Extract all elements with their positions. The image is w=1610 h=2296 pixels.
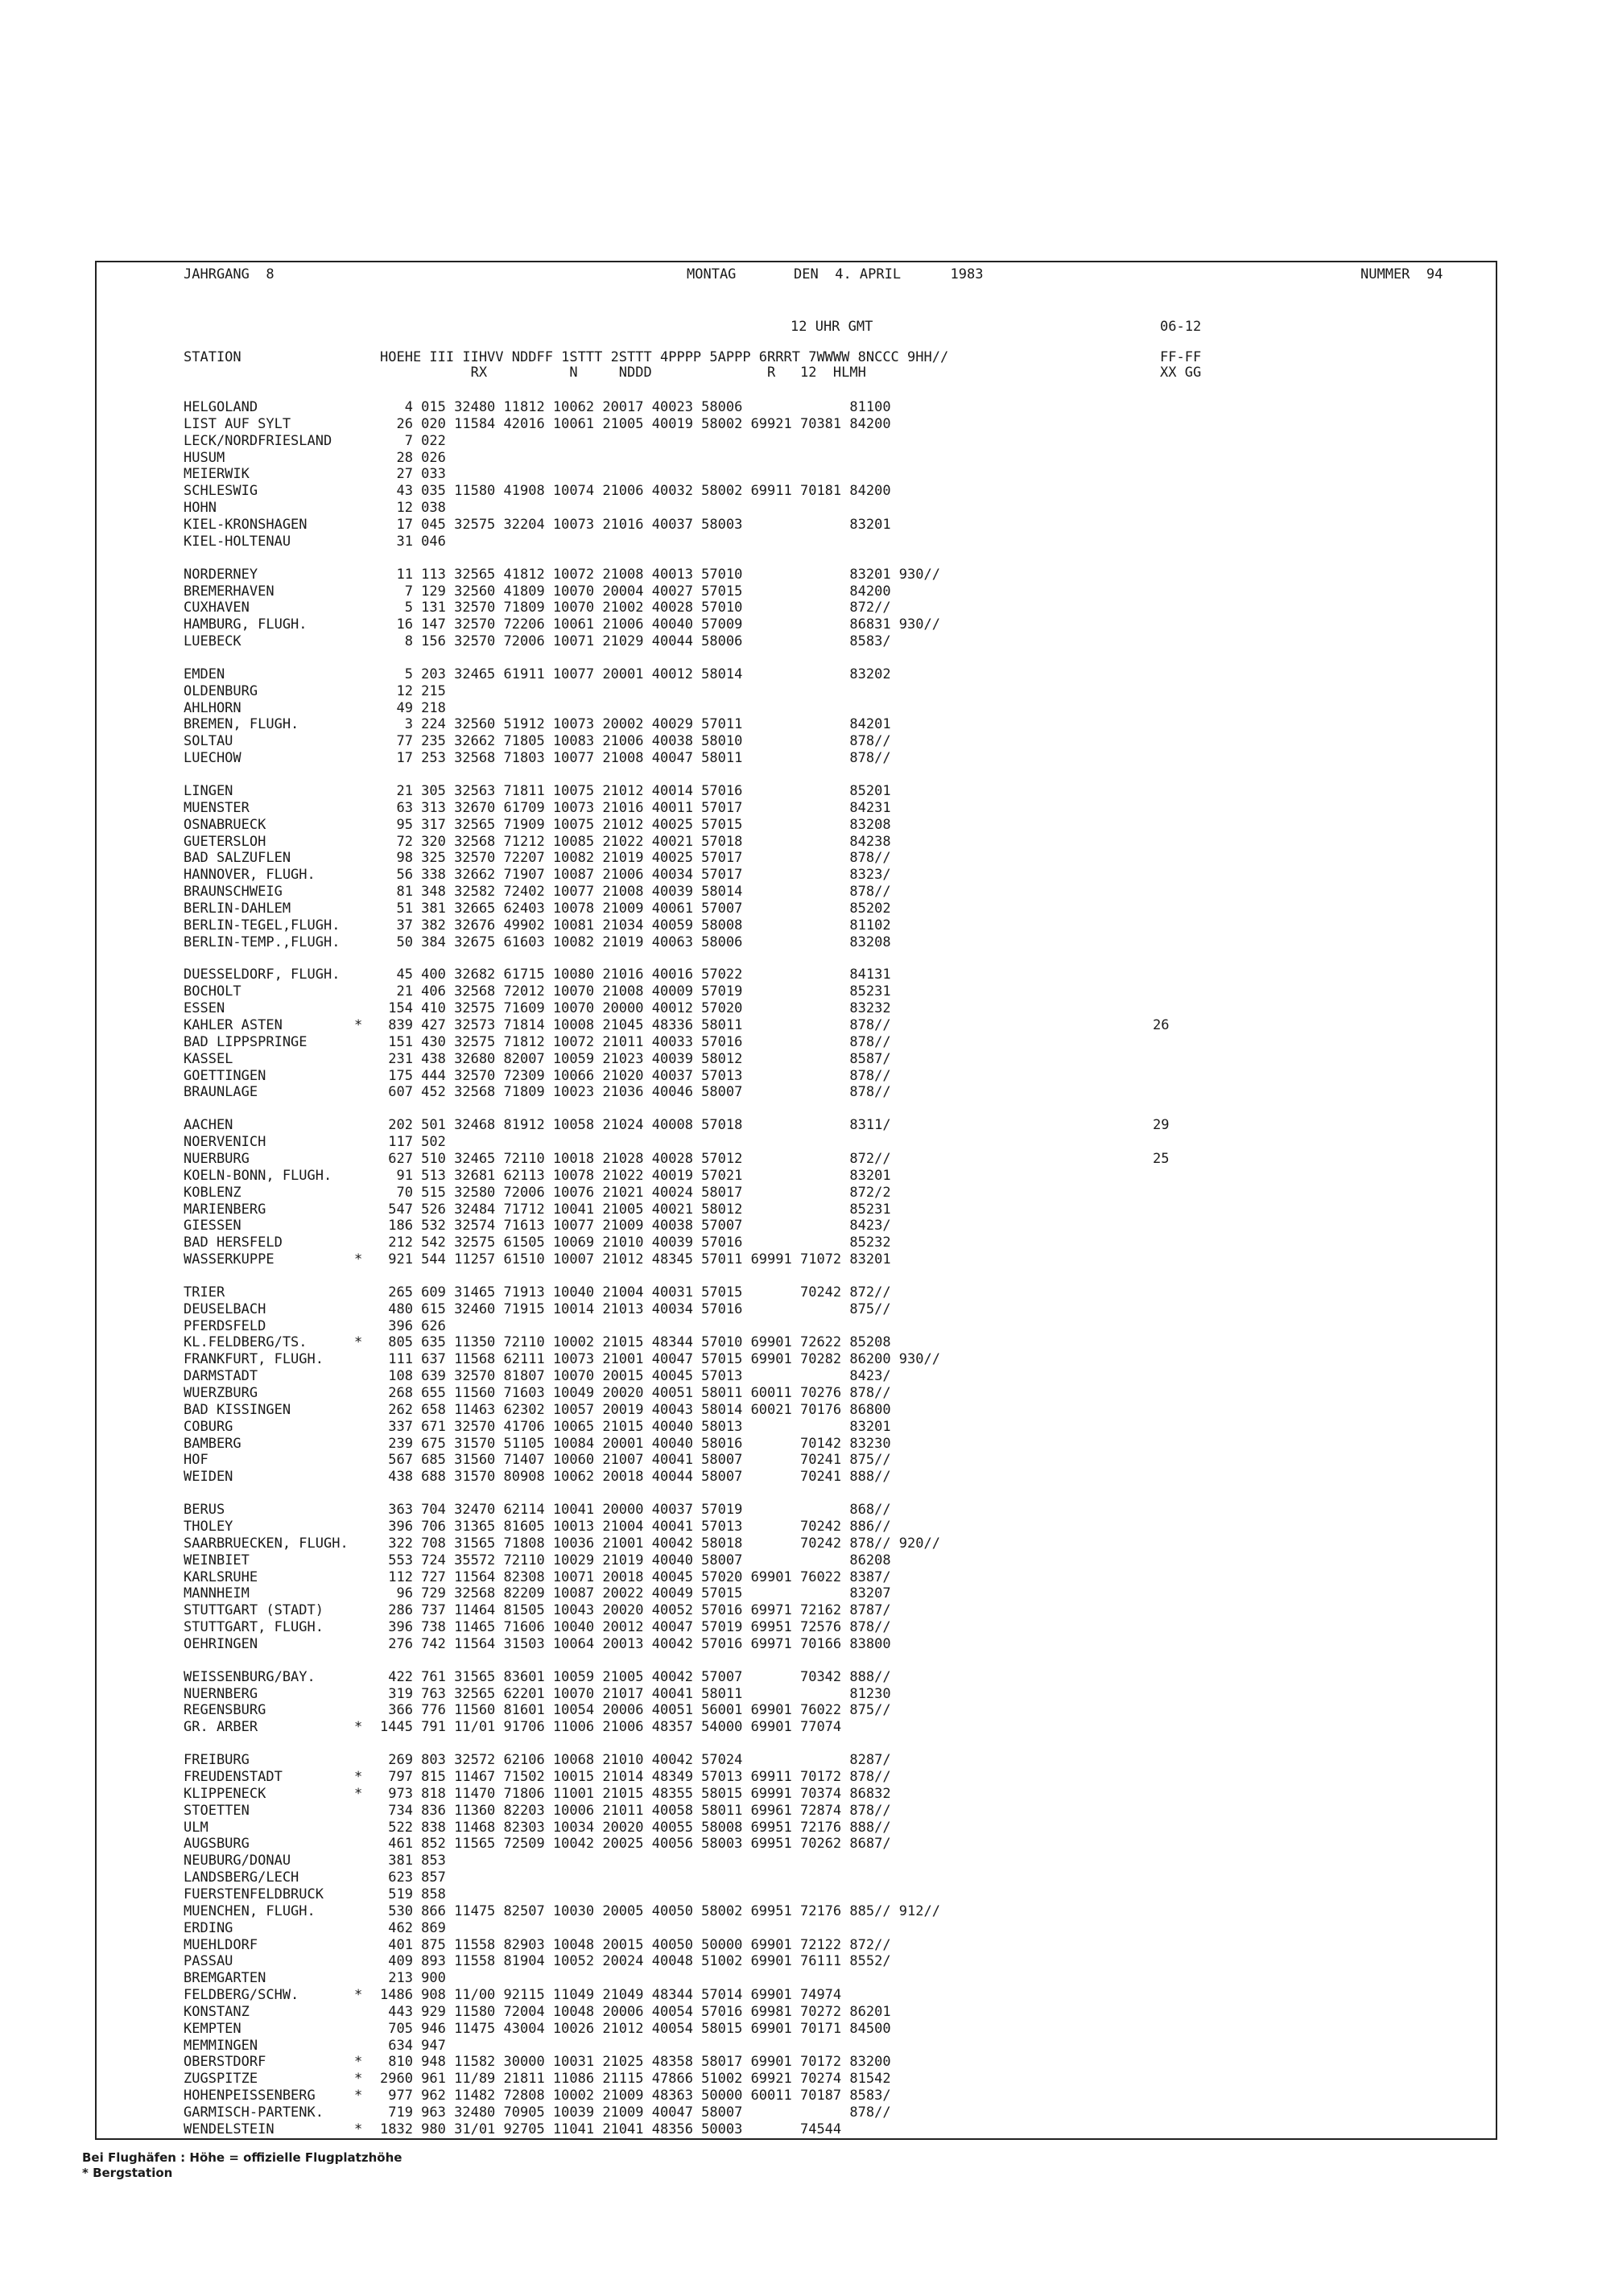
station-name: ULM: [184, 1820, 208, 1836]
synop-code-values: 366 776 11560 81601 10054 20006 40051 56001 69901 76022 875//: [380, 1702, 891, 1718]
station-name: CUXHAVEN: [184, 600, 250, 616]
station-name: HOHENPEISSENBERG: [184, 2088, 316, 2104]
synop-code-values: 3 224 32560 51912 10073 20002 40029 57011 84201: [380, 716, 891, 732]
synop-code-values: 286 737 11464 81505 10043 20020 40052 57016 69971 72162 8787/: [380, 1602, 891, 1618]
synop-code-values: 438 688 31570 80908 10062 20018 40044 58007 70241 888//: [380, 1469, 891, 1485]
footnote-mountain-station: * Bergstation: [82, 2166, 173, 2180]
jahrgang: JAHRGANG 8: [184, 266, 275, 282]
synop-code-values: 202 501 32468 81912 10058 21024 40008 57018 8311/: [380, 1117, 891, 1133]
station-name: KOBLENZ: [184, 1185, 242, 1201]
synop-code-values: 337 671 32570 41706 10065 21015 40040 58013 83201: [380, 1419, 891, 1435]
station-name: KASSEL: [184, 1051, 233, 1067]
synop-code-values: 461 852 11565 72509 10042 20025 40056 58003 69951 70262 8687/: [380, 1836, 891, 1852]
station-name: BERUS: [184, 1502, 225, 1518]
synop-code-values: 5 131 32570 71809 10070 21002 40028 57010 872//: [380, 600, 891, 616]
station-name: LUEBECK: [184, 633, 242, 649]
station-name: COBURG: [184, 1419, 233, 1435]
station-name: MUENCHEN, FLUGH.: [184, 1903, 316, 1919]
station-name: PASSAU: [184, 1953, 233, 1969]
station-name: STUTTGART, FLUGH.: [184, 1619, 324, 1635]
synop-code-values: 522 838 11468 82303 10034 20020 40055 58008 69951 72176 888//: [380, 1820, 891, 1836]
station-name: MUENSTER: [184, 800, 250, 816]
station-name: BAD HERSFELD: [184, 1235, 283, 1251]
synop-code-values: 547 526 32484 71712 10041 21005 40021 58012 85231: [380, 1202, 891, 1218]
ff-column-header: FF-FF: [1160, 349, 1202, 365]
synop-code-values: 27 033: [380, 466, 446, 482]
synop-code-values: 28 026: [380, 450, 446, 466]
synop-code-values: 396 626: [380, 1318, 446, 1334]
station-name: WEINBIET: [184, 1552, 250, 1568]
station-name: HOHN: [184, 500, 217, 516]
station-name: DUESSELDORF, FLUGH.: [184, 967, 341, 983]
station-name: SOLTAU: [184, 733, 233, 749]
station-name: ZUGSPITZE: [184, 2071, 258, 2087]
station-name: WEIDEN: [184, 1469, 233, 1485]
station-name: OBERSTDORF: [184, 2054, 266, 2070]
synop-code-values: 17 253 32568 71803 10077 21008 40047 58011 878//: [380, 750, 891, 766]
station-name: AUGSBURG: [184, 1836, 250, 1852]
synop-code-values: 553 724 35572 72110 10029 21019 40040 58007 86208: [380, 1552, 891, 1568]
station-name: FREIBURG: [184, 1752, 250, 1768]
synop-code-values: 401 875 11558 82903 10048 20015 40050 50000 69901 72122 872//: [380, 1937, 891, 1953]
synop-code-values: 31 046: [380, 534, 446, 550]
station-name: KONSTANZ: [184, 2004, 250, 2020]
synop-code-values: 319 763 32565 62201 10070 21017 40041 58011 81230: [380, 1686, 891, 1702]
station-name: KIEL-HOLTENAU: [184, 534, 291, 550]
synop-code-values: 77 235 32662 71805 10083 21006 40038 58010 878//: [380, 733, 891, 749]
station-name: MANNHEIM: [184, 1585, 250, 1601]
synop-code-values: 186 532 32574 71613 10077 21009 40038 57007 8423/: [380, 1218, 891, 1234]
mountain-station-mark: *: [354, 1786, 363, 1802]
station-name: BREMEN, FLUGH.: [184, 716, 299, 732]
synop-code-values: 81 348 32582 72402 10077 21008 40039 58014 878//: [380, 884, 891, 900]
synop-code-values: 607 452 32568 71809 10023 21036 40046 58007 878//: [380, 1084, 891, 1100]
synop-code-values: 21 406 32568 72012 10070 21008 40009 57019 85231: [380, 983, 891, 1000]
synop-code-values: 810 948 11582 30000 10031 21025 48358 58017 69901 70172 83200: [380, 2054, 891, 2070]
synop-code-values: 480 615 32460 71915 10014 21013 40034 57016 875//: [380, 1301, 891, 1317]
station-name: GOETTINGEN: [184, 1068, 266, 1084]
station-name: MARIENBERG: [184, 1202, 266, 1218]
station-name: KEMPTEN: [184, 2021, 242, 2037]
station-name: FELDBERG/SCHW.: [184, 1987, 299, 2003]
station-name: HELGOLAND: [184, 399, 258, 415]
synop-code-values: 5 203 32465 61911 10077 20001 40012 58014 83202: [380, 666, 891, 682]
synop-code-values: 634 947: [380, 2038, 446, 2054]
station-name: FREUDENSTADT: [184, 1769, 283, 1785]
synop-code-values: 96 729 32568 82209 10087 20022 40049 57015 83207: [380, 1585, 891, 1601]
station-name: MEIERWIK: [184, 466, 250, 482]
synop-code-values: 409 893 11558 81904 10052 20024 40048 51002 69901 76111 8552/: [380, 1953, 891, 1969]
mountain-station-mark: *: [354, 2054, 363, 2070]
station-name: KL.FELDBERG/TS.: [184, 1334, 308, 1350]
synop-code-values: 7 129 32560 41809 10070 20004 40027 57015 84200: [380, 583, 891, 600]
synop-code-values: 112 727 11564 82308 10071 20018 40045 57020 69901 76022 8387/: [380, 1569, 891, 1585]
station-name: THOLEY: [184, 1519, 233, 1535]
station-name: GIESSEN: [184, 1218, 242, 1234]
station-name: HANNOVER, FLUGH.: [184, 867, 316, 883]
synop-code-values: 43 035 11580 41908 10074 21006 40032 58002 69911 70181 84200: [380, 483, 891, 499]
synop-code-values: 111 637 11568 62111 10073 21001 40047 57015 69901 70282 86200 930//: [380, 1351, 940, 1367]
station-name: KIEL-KRONSHAGEN: [184, 517, 308, 533]
station-name: REGENSBURG: [184, 1702, 266, 1718]
synop-code-values: 72 320 32568 71212 10085 21022 40021 57018 84238: [380, 834, 891, 850]
synop-code-values: 175 444 32570 72309 10066 21020 40037 57013 878//: [380, 1068, 891, 1084]
station-name: WENDELSTEIN: [184, 2121, 275, 2137]
synop-code-values: 627 510 32465 72110 10018 21028 40028 57012 872//: [380, 1151, 891, 1167]
station-name: BRAUNSCHWEIG: [184, 884, 283, 900]
station-name: HUSUM: [184, 450, 225, 466]
issue-number: NUMMER 94: [1360, 266, 1443, 282]
station-name: SAARBRUECKEN, FLUGH.: [184, 1535, 349, 1552]
synop-code-values: 239 675 31570 51105 10084 20001 40040 58016 70142 83230: [380, 1436, 891, 1452]
station-name: KOELN-BONN, FLUGH.: [184, 1168, 332, 1184]
station-name: KARLSRUHE: [184, 1569, 258, 1585]
station-name: STUTTGART (STADT): [184, 1602, 324, 1618]
station-name: TRIER: [184, 1284, 225, 1301]
station-name: BERLIN-TEGEL,FLUGH.: [184, 917, 341, 934]
synop-code-values: 265 609 31465 71913 10040 21004 40031 57015 70242 872//: [380, 1284, 891, 1301]
station-name: KLIPPENECK: [184, 1786, 266, 1802]
synop-code-values: 322 708 31565 71808 10036 21001 40042 58018 70242 878// 920//: [380, 1535, 940, 1552]
date-line: MONTAG DEN 4. APRIL 1983: [687, 266, 984, 282]
synop-code-values: 45 400 32682 61715 10080 21016 40016 57022 84131: [380, 967, 891, 983]
synop-code-values: 381 853: [380, 1853, 446, 1869]
station-name: NUERNBERG: [184, 1686, 258, 1702]
synop-code-values: 268 655 11560 71603 10049 20020 40051 58011 60011 70276 878//: [380, 1385, 891, 1401]
xx-gg-column-header: XX GG: [1160, 365, 1202, 381]
gust-value: 25: [1153, 1151, 1170, 1167]
footnote-airports: Bei Flughäfen : Höhe = offizielle Flugplatzhöhe: [82, 2150, 402, 2165]
mountain-station-mark: *: [354, 1017, 363, 1033]
station-name: BERLIN-DAHLEM: [184, 901, 291, 917]
synop-code-values: 719 963 32480 70905 10039 21009 40047 58007 878//: [380, 2104, 891, 2121]
synop-code-values: 56 338 32662 71907 10087 21006 40034 57017 8323/: [380, 867, 891, 883]
station-name: WEISSENBURG/BAY.: [184, 1669, 316, 1685]
period-label: 06-12: [1160, 319, 1202, 335]
station-name: LINGEN: [184, 783, 233, 799]
synop-code-values: 530 866 11475 82507 10030 20005 40050 58002 69951 72176 885// 912//: [380, 1903, 940, 1919]
synop-code-values: 839 427 32573 71814 10008 21045 48336 58011 878//: [380, 1017, 891, 1033]
station-name: GR. ARBER: [184, 1719, 258, 1735]
synop-code-values: 95 317 32565 71909 10075 21012 40025 57015 83208: [380, 817, 891, 833]
synop-code-values: 37 382 32676 49902 10081 21034 40059 58008 81102: [380, 917, 891, 934]
synop-code-values: 422 761 31565 83601 10059 21005 40042 57007 70342 888//: [380, 1669, 891, 1685]
synop-code-values: 11 113 32565 41812 10072 21008 40013 57010 83201 930//: [380, 567, 940, 583]
synop-code-values: 396 738 11465 71606 10040 20012 40047 57019 69951 72576 878//: [380, 1619, 891, 1635]
synop-code-values: 734 836 11360 82203 10006 21011 40058 58011 69961 72874 878//: [380, 1803, 891, 1819]
synop-code-values: 262 658 11463 62302 10057 20019 40043 58014 60021 70176 86800: [380, 1402, 891, 1418]
station-name: NEUBURG/DONAU: [184, 1853, 291, 1869]
station-name: DARMSTADT: [184, 1368, 258, 1384]
synop-code-values: 921 544 11257 61510 10007 21012 48345 57011 69991 71072 83201: [380, 1251, 891, 1268]
synop-code-values: 1486 908 11/00 92115 11049 21049 48344 57014 69901 74974: [380, 1987, 842, 2003]
mountain-station-mark: *: [354, 2071, 363, 2087]
station-name: BREMERHAVEN: [184, 583, 275, 600]
synop-code-values: 519 858: [380, 1886, 446, 1902]
synop-code-values: 21 305 32563 71811 10075 21012 40014 57016 85201: [380, 783, 891, 799]
synop-code-values: 63 313 32670 61709 10073 21016 40011 57017 84231: [380, 800, 891, 816]
station-name: EMDEN: [184, 666, 225, 682]
station-name: BAD LIPPSPRINGE: [184, 1034, 308, 1050]
station-name: ERDING: [184, 1920, 233, 1936]
synop-code-values: 231 438 32680 82007 10059 21023 40039 58012 8587/: [380, 1051, 891, 1067]
station-name: NUERBURG: [184, 1151, 250, 1167]
station-name: BREMGARTEN: [184, 1970, 266, 1986]
station-name: BAD SALZUFLEN: [184, 850, 291, 866]
synop-code-values: 623 857: [380, 1869, 446, 1886]
synop-code-values: 2960 961 11/89 21811 11086 21115 47866 51002 69921 70274 81542: [380, 2071, 891, 2087]
synop-code-values: 797 815 11467 71502 10015 21014 48349 57013 69911 70172 878//: [380, 1769, 891, 1785]
station-name: HOF: [184, 1452, 208, 1468]
synop-code-values: 17 045 32575 32204 10073 21016 40037 58003 83201: [380, 517, 891, 533]
mountain-station-mark: *: [354, 1334, 363, 1350]
gust-value: 29: [1153, 1117, 1170, 1133]
synop-code-values: 70 515 32580 72006 10076 21021 40024 58017 872/2: [380, 1185, 891, 1201]
synop-code-values: 50 384 32675 61603 10082 21019 40063 58006 83208: [380, 934, 891, 950]
station-name: NORDERNEY: [184, 567, 258, 583]
station-name: DEUSELBACH: [184, 1301, 266, 1317]
station-name: AACHEN: [184, 1117, 233, 1133]
station-name: BAD KISSINGEN: [184, 1402, 291, 1418]
station-name: BERLIN-TEMP.,FLUGH.: [184, 934, 341, 950]
station-name: LUECHOW: [184, 750, 242, 766]
station-name: KAHLER ASTEN: [184, 1017, 283, 1033]
station-name: OEHRINGEN: [184, 1636, 258, 1652]
mountain-station-mark: *: [354, 1987, 363, 2003]
station-name: OLDENBURG: [184, 683, 258, 699]
station-name: STOETTEN: [184, 1803, 250, 1819]
synop-code-values: 269 803 32572 62106 10068 21010 40042 57024 8287/: [380, 1752, 891, 1768]
synop-code-values: 213 900: [380, 1970, 446, 1986]
mountain-station-mark: *: [354, 1251, 363, 1268]
synop-code-values: 4 015 32480 11812 10062 20017 40023 58006 81100: [380, 399, 891, 415]
mountain-station-mark: *: [354, 2088, 363, 2104]
gust-value: 26: [1153, 1017, 1170, 1033]
synop-code-values: 1832 980 31/01 92705 11041 21041 48356 50003 74544: [380, 2121, 842, 2137]
station-name: BRAUNLAGE: [184, 1084, 258, 1100]
synop-code-values: 117 502: [380, 1134, 446, 1150]
station-name: HAMBURG, FLUGH.: [184, 616, 308, 633]
synop-code-values: 462 869: [380, 1920, 446, 1936]
station-name: MUEHLDORF: [184, 1937, 258, 1953]
synop-code-values: 567 685 31560 71407 10060 21007 40041 58007 70241 875//: [380, 1452, 891, 1468]
station-name: PFERDSFELD: [184, 1318, 266, 1334]
synop-code-values: 1445 791 11/01 91706 11006 21006 48357 54000 69901 77074: [380, 1719, 842, 1735]
synop-code-values: 7 022: [380, 433, 446, 449]
synop-code-values: 26 020 11584 42016 10061 21005 40019 58002 69921 70381 84200: [380, 416, 891, 432]
station-column-header: STATION: [184, 349, 242, 365]
station-name: LECK/NORDFRIESLAND: [184, 433, 332, 449]
station-name: GARMISCH-PARTENK.: [184, 2104, 324, 2121]
synop-code-values: 98 325 32570 72207 10082 21019 40025 57017 878//: [380, 850, 891, 866]
station-name: WASSERKUPPE: [184, 1251, 275, 1268]
station-name: NOERVENICH: [184, 1134, 266, 1150]
synop-code-values: 49 218: [380, 700, 446, 716]
station-name: FRANKFURT, FLUGH.: [184, 1351, 324, 1367]
station-name: SCHLESWIG: [184, 483, 258, 499]
synop-code-values: 8 156 32570 72006 10071 21029 40044 58006 8583/: [380, 633, 891, 649]
station-name: BAMBERG: [184, 1436, 242, 1452]
synop-code-values: 12 215: [380, 683, 446, 699]
station-name: OSNABRUECK: [184, 817, 266, 833]
observation-time: 12 UHR GMT: [791, 319, 873, 335]
station-name: LIST AUF SYLT: [184, 416, 291, 432]
synop-code-values: 443 929 11580 72004 10048 20006 40054 57016 69981 70272 86201: [380, 2004, 891, 2020]
synop-code-values: 51 381 32665 62403 10078 21009 40061 57007 85202: [380, 901, 891, 917]
station-name: WUERZBURG: [184, 1385, 258, 1401]
mountain-station-mark: *: [354, 2121, 363, 2137]
synop-code-values: 276 742 11564 31503 10064 20013 40042 57016 69971 70166 83800: [380, 1636, 891, 1652]
station-name: LANDSBERG/LECH: [184, 1869, 299, 1886]
code-column-header: HOEHE III IIHVV NDDFF 1STTT 2STTT 4PPPP 5APPP 6RRRT 7WWWW 8NCCC 9HH//: [380, 349, 949, 365]
code-column-subheader: RX N NDDD R 12 HLMH: [380, 365, 866, 381]
footnotes: [82, 2150, 402, 2181]
mountain-station-mark: *: [354, 1719, 363, 1735]
station-name: ESSEN: [184, 1000, 225, 1016]
station-name: FUERSTENFELDBRUCK: [184, 1886, 324, 1902]
synop-code-values: 91 513 32681 62113 10078 21022 40019 57021 83201: [380, 1168, 891, 1184]
synop-code-values: 151 430 32575 71812 10072 21011 40033 57016 878//: [380, 1034, 891, 1050]
mountain-station-mark: *: [354, 1769, 363, 1785]
station-name: AHLHORN: [184, 700, 242, 716]
synop-code-values: 705 946 11475 43004 10026 21012 40054 58015 69901 70171 84500: [380, 2021, 891, 2037]
synop-code-values: 212 542 32575 61505 10069 21010 40039 57016 85232: [380, 1235, 891, 1251]
synop-code-values: 973 818 11470 71806 11001 21015 48355 58015 69991 70374 86832: [380, 1786, 891, 1802]
synop-code-values: 12 038: [380, 500, 446, 516]
synop-code-values: 805 635 11350 72110 10002 21015 48344 57010 69901 72622 85208: [380, 1334, 891, 1350]
synop-code-values: 154 410 32575 71609 10070 20000 40012 57020 83232: [380, 1000, 891, 1016]
synop-code-values: 16 147 32570 72206 10061 21006 40040 57009 86831 930//: [380, 616, 940, 633]
synop-code-values: 396 706 31365 81605 10013 21004 40041 57013 70242 886//: [380, 1519, 891, 1535]
synop-code-values: 363 704 32470 62114 10041 20000 40037 57019 868//: [380, 1502, 891, 1518]
synop-code-values: 108 639 32570 81807 10070 20015 40045 57013 8423/: [380, 1368, 891, 1384]
synop-code-values: 977 962 11482 72808 10002 21009 48363 50000 60011 70187 8583/: [380, 2088, 891, 2104]
station-name: BOCHOLT: [184, 983, 242, 1000]
station-name: GUETERSLOH: [184, 834, 266, 850]
station-name: MEMMINGEN: [184, 2038, 258, 2054]
